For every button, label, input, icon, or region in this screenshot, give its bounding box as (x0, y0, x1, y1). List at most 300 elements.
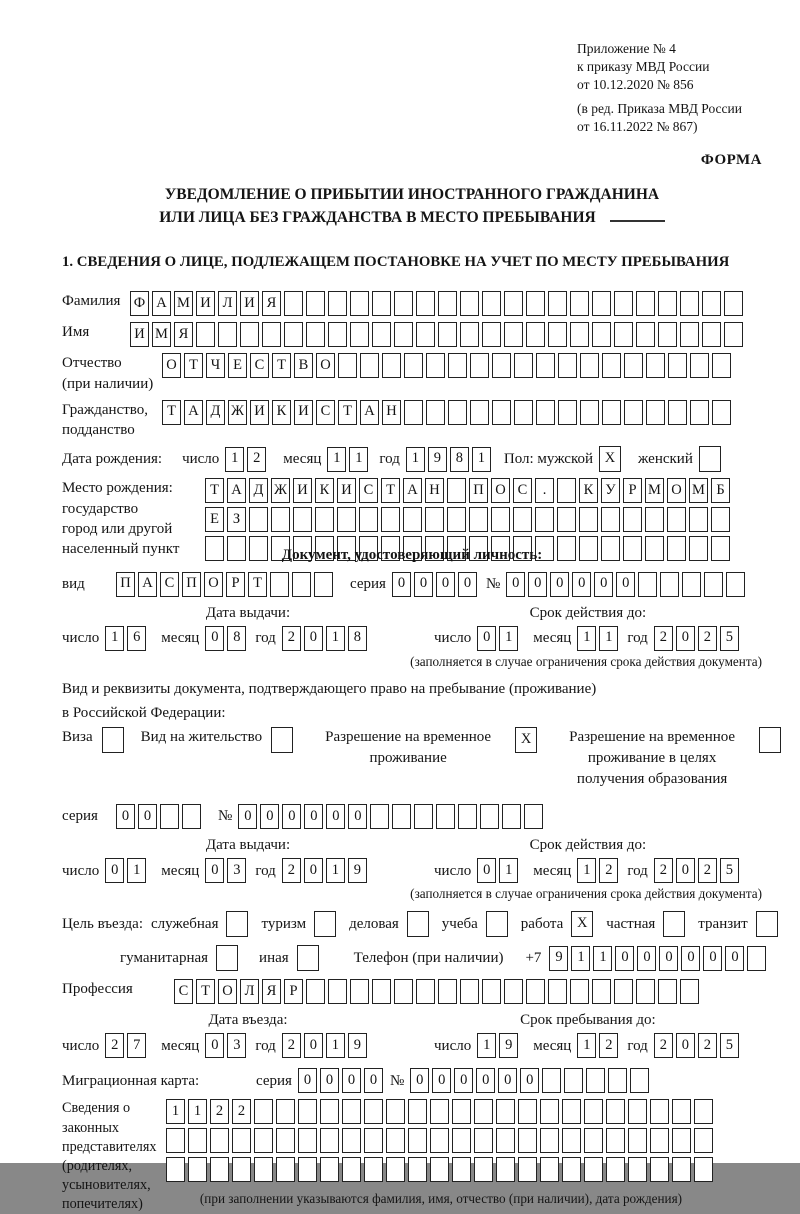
char-cell[interactable]: О (162, 353, 181, 378)
char-cell[interactable]: Т (196, 979, 215, 1004)
char-cell[interactable]: 0 (703, 946, 722, 971)
char-cell[interactable] (586, 1068, 605, 1093)
char-cell[interactable] (382, 353, 401, 378)
char-cell[interactable] (602, 400, 621, 425)
char-cell[interactable]: П (182, 572, 201, 597)
char-cell[interactable] (408, 1099, 427, 1124)
char-cell[interactable] (526, 979, 545, 1004)
char-cell[interactable]: 1 (571, 946, 590, 971)
char-cell[interactable] (668, 400, 687, 425)
char-cell[interactable] (364, 1099, 383, 1124)
char-cell[interactable]: 2 (599, 1033, 618, 1058)
char-cell[interactable] (606, 1128, 625, 1153)
char-cell[interactable] (480, 804, 499, 829)
char-cell[interactable] (668, 353, 687, 378)
char-cell[interactable] (562, 1157, 581, 1182)
char-cell[interactable]: 0 (476, 1068, 495, 1093)
char-cell[interactable] (320, 1157, 339, 1182)
char-cell[interactable] (249, 507, 268, 532)
char-cell[interactable]: Т (162, 400, 181, 425)
char-cell[interactable]: 8 (348, 626, 367, 651)
char-cell[interactable] (540, 1157, 559, 1182)
char-cell[interactable] (518, 1099, 537, 1124)
char-cell[interactable]: Я (174, 322, 193, 347)
char-cell[interactable]: Т (381, 478, 400, 503)
char-cell[interactable]: И (196, 291, 215, 316)
char-cell[interactable]: 0 (477, 858, 496, 883)
char-cell[interactable]: В (294, 353, 313, 378)
char-cell[interactable]: 0 (205, 858, 224, 883)
char-cell[interactable] (650, 1099, 669, 1124)
char-cell[interactable] (408, 1128, 427, 1153)
checkbox-cell[interactable]: X (515, 727, 537, 753)
char-cell[interactable] (232, 1157, 251, 1182)
char-cell[interactable] (320, 1099, 339, 1124)
char-cell[interactable]: 1 (326, 858, 345, 883)
char-cell[interactable]: Л (240, 979, 259, 1004)
char-cell[interactable] (646, 400, 665, 425)
char-cell[interactable]: 2 (282, 858, 301, 883)
char-cell[interactable] (474, 1099, 493, 1124)
char-cell[interactable]: 8 (227, 626, 246, 651)
char-cell[interactable]: 0 (304, 804, 323, 829)
char-cell[interactable] (535, 507, 554, 532)
char-cell[interactable] (570, 322, 589, 347)
char-cell[interactable]: 2 (599, 858, 618, 883)
char-cell[interactable] (672, 1099, 691, 1124)
char-cell[interactable] (690, 353, 709, 378)
char-cell[interactable] (276, 1157, 295, 1182)
char-cell[interactable]: А (360, 400, 379, 425)
char-cell[interactable] (540, 1128, 559, 1153)
char-cell[interactable] (342, 1128, 361, 1153)
char-cell[interactable] (447, 507, 466, 532)
char-cell[interactable]: 0 (615, 946, 634, 971)
char-cell[interactable]: 0 (410, 1068, 429, 1093)
checkbox-cell[interactable] (756, 911, 778, 937)
char-cell[interactable] (608, 1068, 627, 1093)
char-cell[interactable] (350, 979, 369, 1004)
char-cell[interactable] (414, 804, 433, 829)
char-cell[interactable] (689, 507, 708, 532)
char-cell[interactable]: 2 (210, 1099, 229, 1124)
char-cell[interactable] (166, 1128, 185, 1153)
char-cell[interactable] (526, 291, 545, 316)
char-cell[interactable]: 0 (477, 626, 496, 651)
char-cell[interactable] (338, 353, 357, 378)
char-cell[interactable] (502, 804, 521, 829)
char-cell[interactable] (370, 804, 389, 829)
char-cell[interactable]: П (469, 478, 488, 503)
char-cell[interactable] (438, 979, 457, 1004)
char-cell[interactable] (711, 507, 730, 532)
char-cell[interactable]: П (116, 572, 135, 597)
char-cell[interactable]: 3 (227, 1033, 246, 1058)
char-cell[interactable] (570, 979, 589, 1004)
char-cell[interactable] (470, 400, 489, 425)
char-cell[interactable] (492, 400, 511, 425)
char-cell[interactable] (350, 291, 369, 316)
char-cell[interactable]: Р (623, 478, 642, 503)
char-cell[interactable]: Н (382, 400, 401, 425)
char-cell[interactable] (689, 536, 708, 561)
char-cell[interactable]: 5 (720, 1033, 739, 1058)
char-cell[interactable] (448, 353, 467, 378)
char-cell[interactable] (350, 322, 369, 347)
char-cell[interactable] (548, 322, 567, 347)
char-cell[interactable] (482, 322, 501, 347)
char-cell[interactable]: 1 (499, 626, 518, 651)
char-cell[interactable] (540, 1099, 559, 1124)
char-cell[interactable] (271, 507, 290, 532)
char-cell[interactable] (482, 979, 501, 1004)
char-cell[interactable] (504, 291, 523, 316)
char-cell[interactable]: Ф (130, 291, 149, 316)
char-cell[interactable]: . (535, 478, 554, 503)
char-cell[interactable] (314, 572, 333, 597)
char-cell[interactable]: 1 (593, 946, 612, 971)
char-cell[interactable] (328, 322, 347, 347)
char-cell[interactable]: Я (262, 291, 281, 316)
char-cell[interactable] (430, 1157, 449, 1182)
char-cell[interactable] (548, 291, 567, 316)
char-cell[interactable]: 2 (698, 858, 717, 883)
char-cell[interactable]: 0 (725, 946, 744, 971)
char-cell[interactable] (650, 1128, 669, 1153)
char-cell[interactable]: 0 (298, 1068, 317, 1093)
char-cell[interactable] (557, 478, 576, 503)
char-cell[interactable] (624, 353, 643, 378)
char-cell[interactable] (196, 322, 215, 347)
char-cell[interactable] (430, 1099, 449, 1124)
char-cell[interactable] (558, 353, 577, 378)
char-cell[interactable] (276, 1099, 295, 1124)
char-cell[interactable] (650, 1157, 669, 1182)
char-cell[interactable] (658, 322, 677, 347)
char-cell[interactable] (570, 291, 589, 316)
char-cell[interactable]: 0 (506, 572, 525, 597)
char-cell[interactable] (724, 291, 743, 316)
char-cell[interactable]: 0 (616, 572, 635, 597)
char-cell[interactable] (682, 572, 701, 597)
char-cell[interactable] (724, 322, 743, 347)
char-cell[interactable] (430, 1128, 449, 1153)
char-cell[interactable]: 0 (392, 572, 411, 597)
char-cell[interactable] (704, 572, 723, 597)
char-cell[interactable] (438, 322, 457, 347)
char-cell[interactable] (660, 572, 679, 597)
char-cell[interactable] (166, 1157, 185, 1182)
char-cell[interactable]: 0 (550, 572, 569, 597)
char-cell[interactable] (690, 400, 709, 425)
char-cell[interactable]: М (152, 322, 171, 347)
char-cell[interactable] (630, 1068, 649, 1093)
char-cell[interactable] (394, 291, 413, 316)
char-cell[interactable] (711, 536, 730, 561)
char-cell[interactable] (240, 322, 259, 347)
char-cell[interactable] (636, 291, 655, 316)
char-cell[interactable]: 0 (520, 1068, 539, 1093)
char-cell[interactable] (262, 322, 281, 347)
checkbox-cell[interactable] (663, 911, 685, 937)
checkbox-cell[interactable] (102, 727, 124, 753)
char-cell[interactable] (614, 322, 633, 347)
char-cell[interactable]: 0 (414, 572, 433, 597)
char-cell[interactable] (328, 291, 347, 316)
char-cell[interactable] (580, 353, 599, 378)
char-cell[interactable]: 0 (637, 946, 656, 971)
char-cell[interactable]: Ж (271, 478, 290, 503)
char-cell[interactable]: 9 (499, 1033, 518, 1058)
char-cell[interactable] (636, 979, 655, 1004)
char-cell[interactable] (381, 507, 400, 532)
char-cell[interactable] (306, 322, 325, 347)
char-cell[interactable]: Д (249, 478, 268, 503)
char-cell[interactable] (614, 979, 633, 1004)
char-cell[interactable] (518, 1157, 537, 1182)
char-cell[interactable]: 0 (676, 1033, 695, 1058)
char-cell[interactable]: 0 (498, 1068, 517, 1093)
char-cell[interactable] (360, 353, 379, 378)
char-cell[interactable]: 9 (549, 946, 568, 971)
char-cell[interactable] (667, 536, 686, 561)
char-cell[interactable]: Л (218, 291, 237, 316)
char-cell[interactable] (542, 1068, 561, 1093)
char-cell[interactable]: 0 (348, 804, 367, 829)
char-cell[interactable]: 2 (698, 1033, 717, 1058)
char-cell[interactable] (496, 1157, 515, 1182)
char-cell[interactable] (460, 979, 479, 1004)
char-cell[interactable] (372, 291, 391, 316)
char-cell[interactable] (614, 291, 633, 316)
char-cell[interactable]: 0 (326, 804, 345, 829)
char-cell[interactable]: О (316, 353, 335, 378)
char-cell[interactable]: 1 (327, 447, 346, 472)
char-cell[interactable] (447, 478, 466, 503)
char-cell[interactable] (436, 804, 455, 829)
char-cell[interactable] (460, 291, 479, 316)
char-cell[interactable]: И (293, 478, 312, 503)
char-cell[interactable]: 1 (127, 858, 146, 883)
char-cell[interactable] (491, 507, 510, 532)
char-cell[interactable]: К (579, 478, 598, 503)
char-cell[interactable]: 1 (225, 447, 244, 472)
char-cell[interactable]: 0 (320, 1068, 339, 1093)
char-cell[interactable]: 0 (304, 1033, 323, 1058)
checkbox-cell[interactable] (271, 727, 293, 753)
char-cell[interactable] (606, 1099, 625, 1124)
char-cell[interactable]: 2 (247, 447, 266, 472)
char-cell[interactable] (680, 322, 699, 347)
char-cell[interactable]: О (218, 979, 237, 1004)
char-cell[interactable] (470, 353, 489, 378)
char-cell[interactable]: А (152, 291, 171, 316)
char-cell[interactable] (364, 1128, 383, 1153)
char-cell[interactable] (712, 353, 731, 378)
char-cell[interactable]: 0 (432, 1068, 451, 1093)
char-cell[interactable]: 9 (348, 858, 367, 883)
char-cell[interactable] (359, 507, 378, 532)
char-cell[interactable] (306, 979, 325, 1004)
char-cell[interactable] (514, 400, 533, 425)
char-cell[interactable] (482, 291, 501, 316)
char-cell[interactable]: 0 (528, 572, 547, 597)
char-cell[interactable] (636, 322, 655, 347)
char-cell[interactable] (638, 572, 657, 597)
char-cell[interactable] (712, 400, 731, 425)
char-cell[interactable]: 1 (472, 447, 491, 472)
char-cell[interactable] (536, 353, 555, 378)
char-cell[interactable] (628, 1157, 647, 1182)
char-cell[interactable]: 0 (138, 804, 157, 829)
char-cell[interactable] (645, 536, 664, 561)
char-cell[interactable] (386, 1128, 405, 1153)
char-cell[interactable] (328, 979, 347, 1004)
char-cell[interactable] (254, 1128, 273, 1153)
char-cell[interactable]: О (667, 478, 686, 503)
checkbox-cell[interactable] (486, 911, 508, 937)
checkbox-cell[interactable] (699, 446, 721, 472)
char-cell[interactable] (448, 400, 467, 425)
char-cell[interactable] (404, 353, 423, 378)
char-cell[interactable] (601, 507, 620, 532)
char-cell[interactable]: А (138, 572, 157, 597)
char-cell[interactable]: 2 (282, 1033, 301, 1058)
char-cell[interactable] (558, 400, 577, 425)
char-cell[interactable] (557, 536, 576, 561)
char-cell[interactable]: 0 (116, 804, 135, 829)
char-cell[interactable] (504, 979, 523, 1004)
char-cell[interactable] (426, 353, 445, 378)
char-cell[interactable] (513, 507, 532, 532)
char-cell[interactable]: М (174, 291, 193, 316)
char-cell[interactable]: 1 (577, 1033, 596, 1058)
char-cell[interactable] (469, 507, 488, 532)
char-cell[interactable] (536, 400, 555, 425)
char-cell[interactable] (694, 1128, 713, 1153)
char-cell[interactable] (249, 536, 268, 561)
char-cell[interactable] (702, 322, 721, 347)
char-cell[interactable]: С (359, 478, 378, 503)
char-cell[interactable]: И (337, 478, 356, 503)
char-cell[interactable]: Р (226, 572, 245, 597)
char-cell[interactable]: 0 (205, 626, 224, 651)
char-cell[interactable]: 2 (698, 626, 717, 651)
char-cell[interactable] (284, 322, 303, 347)
char-cell[interactable]: 0 (238, 804, 257, 829)
char-cell[interactable]: О (204, 572, 223, 597)
char-cell[interactable] (514, 353, 533, 378)
char-cell[interactable] (392, 804, 411, 829)
char-cell[interactable]: 0 (304, 626, 323, 651)
char-cell[interactable] (602, 353, 621, 378)
char-cell[interactable]: Т (272, 353, 291, 378)
char-cell[interactable] (623, 536, 642, 561)
char-cell[interactable] (205, 536, 224, 561)
char-cell[interactable]: 0 (594, 572, 613, 597)
char-cell[interactable]: 1 (188, 1099, 207, 1124)
char-cell[interactable]: У (601, 478, 620, 503)
char-cell[interactable]: 9 (348, 1033, 367, 1058)
char-cell[interactable] (403, 507, 422, 532)
char-cell[interactable]: Е (228, 353, 247, 378)
char-cell[interactable] (580, 400, 599, 425)
char-cell[interactable] (452, 1157, 471, 1182)
char-cell[interactable] (210, 1157, 229, 1182)
char-cell[interactable]: С (160, 572, 179, 597)
char-cell[interactable]: О (491, 478, 510, 503)
char-cell[interactable] (680, 979, 699, 1004)
char-cell[interactable] (702, 291, 721, 316)
char-cell[interactable] (496, 1099, 515, 1124)
char-cell[interactable]: Д (206, 400, 225, 425)
char-cell[interactable] (601, 536, 620, 561)
char-cell[interactable]: 0 (572, 572, 591, 597)
char-cell[interactable]: 0 (676, 858, 695, 883)
char-cell[interactable]: К (315, 478, 334, 503)
char-cell[interactable]: 5 (720, 858, 739, 883)
char-cell[interactable] (584, 1128, 603, 1153)
char-cell[interactable]: Т (184, 353, 203, 378)
char-cell[interactable]: И (294, 400, 313, 425)
char-cell[interactable]: Т (248, 572, 267, 597)
char-cell[interactable]: 1 (599, 626, 618, 651)
char-cell[interactable]: С (174, 979, 193, 1004)
checkbox-cell[interactable] (297, 945, 319, 971)
char-cell[interactable]: Н (425, 478, 444, 503)
char-cell[interactable] (408, 1157, 427, 1182)
char-cell[interactable]: 1 (406, 447, 425, 472)
char-cell[interactable]: С (513, 478, 532, 503)
char-cell[interactable] (460, 322, 479, 347)
char-cell[interactable]: 0 (454, 1068, 473, 1093)
char-cell[interactable] (298, 1157, 317, 1182)
char-cell[interactable] (628, 1099, 647, 1124)
char-cell[interactable]: М (645, 478, 664, 503)
char-cell[interactable]: М (689, 478, 708, 503)
char-cell[interactable] (492, 353, 511, 378)
checkbox-cell[interactable] (314, 911, 336, 937)
char-cell[interactable] (425, 507, 444, 532)
char-cell[interactable]: 1 (326, 626, 345, 651)
char-cell[interactable] (298, 1128, 317, 1153)
checkbox-cell[interactable] (216, 945, 238, 971)
char-cell[interactable]: 0 (436, 572, 455, 597)
char-cell[interactable] (672, 1128, 691, 1153)
char-cell[interactable]: Е (205, 507, 224, 532)
char-cell[interactable] (337, 507, 356, 532)
char-cell[interactable] (416, 979, 435, 1004)
char-cell[interactable] (592, 291, 611, 316)
char-cell[interactable]: 1 (105, 626, 124, 651)
char-cell[interactable] (606, 1157, 625, 1182)
char-cell[interactable] (394, 322, 413, 347)
char-cell[interactable] (557, 507, 576, 532)
char-cell[interactable]: 0 (681, 946, 700, 971)
char-cell[interactable] (628, 1128, 647, 1153)
char-cell[interactable] (438, 291, 457, 316)
char-cell[interactable] (564, 1068, 583, 1093)
char-cell[interactable] (579, 536, 598, 561)
char-cell[interactable] (270, 572, 289, 597)
char-cell[interactable] (188, 1157, 207, 1182)
char-cell[interactable] (496, 1128, 515, 1153)
char-cell[interactable]: Я (262, 979, 281, 1004)
char-cell[interactable]: И (130, 322, 149, 347)
char-cell[interactable] (416, 291, 435, 316)
char-cell[interactable] (680, 291, 699, 316)
checkbox-cell[interactable] (407, 911, 429, 937)
